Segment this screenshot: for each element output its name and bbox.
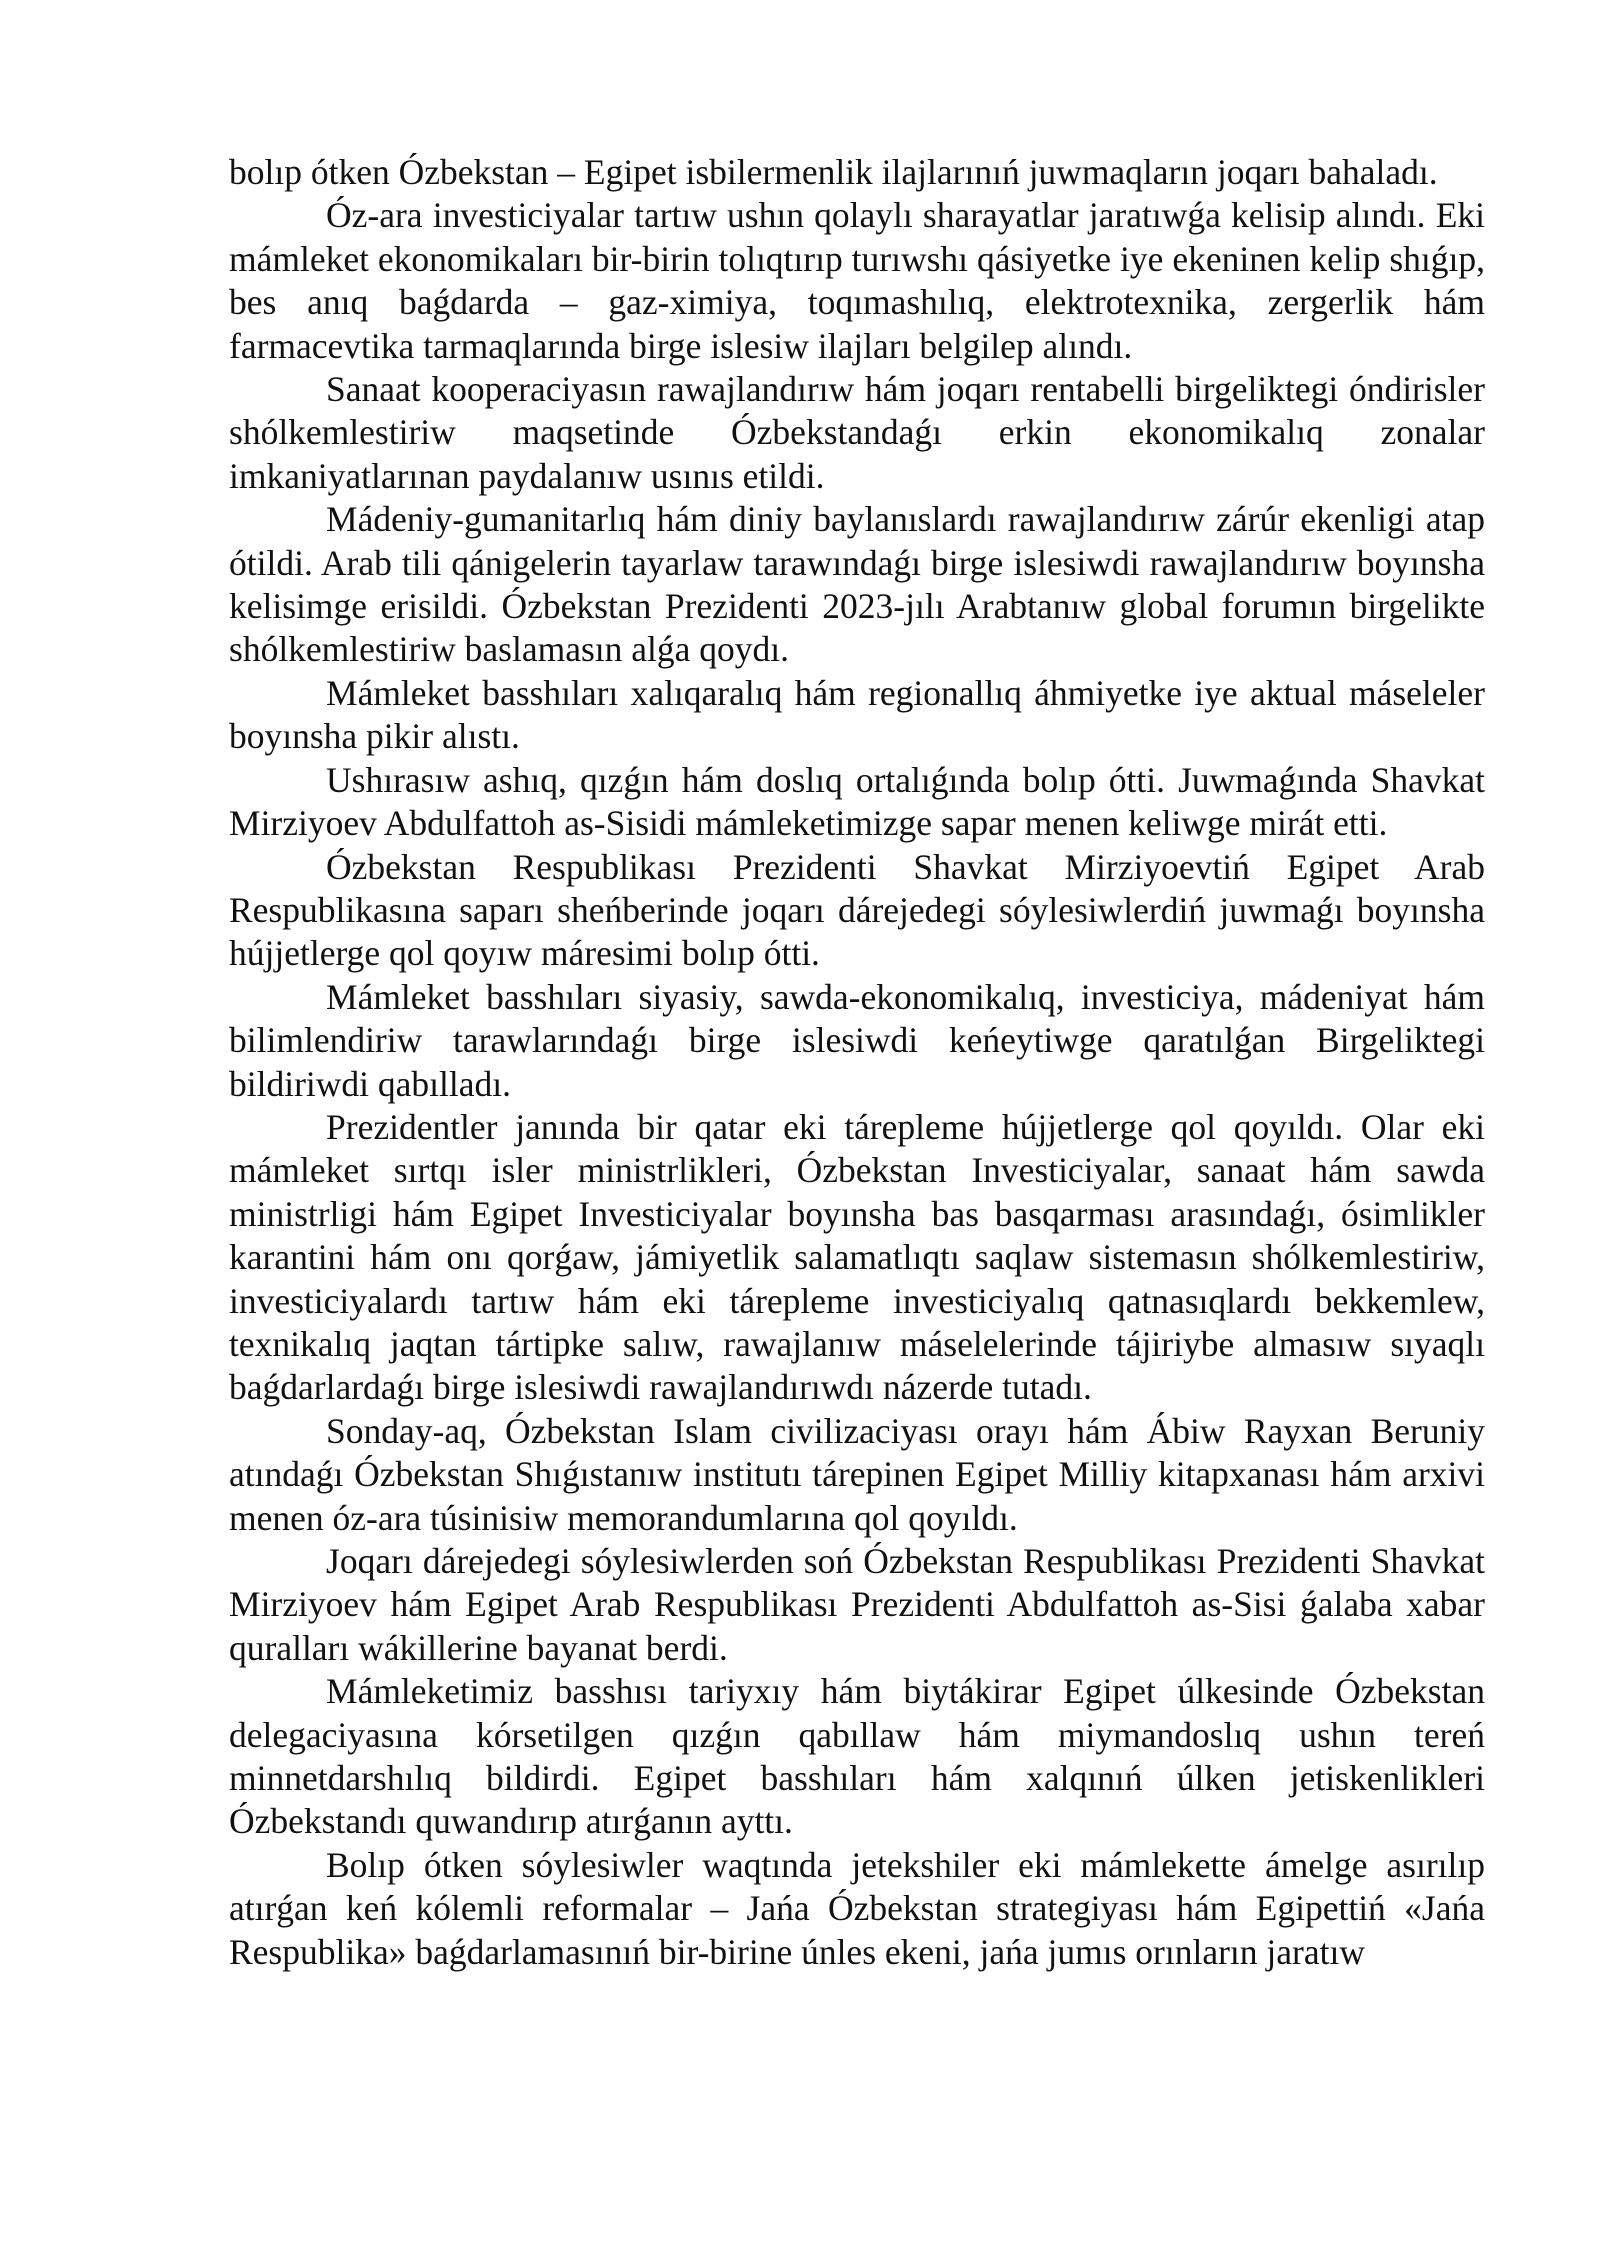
paragraph-signing-ceremony: Ózbekstan Respublikası Prezidenti Shavkat Mirziyoevtiń Egipet Arab Respublikasına saparı sheńberinde joqarı dárejedegi sóylesiwlerdiń juwmaǵı boyınsha hújjetlerge qol qoyıw máresimi bolıp ótti.: [229, 846, 1485, 974]
paragraph-memorandums: Sonday-aq, Ózbekstan Islam civilizaciyası orayı hám Ábiw Rayxan Beruniy atındaǵı Ózbekstan Shıǵıstanıw institutı tárepinen Egipet Milliy kitapxanası hám arxivi menen óz-ara túsinisiw memorandumlarına qol qoyıldı.: [229, 1410, 1485, 1538]
paragraph-continuation: bolıp ótken Ózbekstan – Egipet isbilermenlik ilajlarınıń juwmaqların joqarı bahaladı.: [229, 152, 1438, 192]
paragraph-press-statement: Joqarı dárejedegi sóylesiwlerden soń Ózbekstan Respublikası Prezidenti Shavkat Mirziyoev hám Egipet Arab Respublikası Prezidenti Abdulfattoh as-Sisi ǵalaba xabar quralları wákillerine bayanat berdi.: [229, 1541, 1485, 1668]
paragraph-bilateral-documents: Prezidentler janında bir qatar eki tárepleme hújjetlerge qol qoyıldı. Olar eki mámleket sırtqı isler ministrlikleri, Ózbekstan Investiciyalar, sanaat hám sawda ministrligi hám Egipet Investiciyalar boyınsha bas basqarması arasındaǵı, ósimlikler karantini hám onı qorǵaw, jámiyetlik salamatlıqtı saqlaw sistemasın shólkemlestiriw, investiciyalardı tartıw hám eki tárepleme investiciyalıq qatnasıqlardı bekkemlew, texnikalıq jaqtan tártipke salıw, rawajlanıw máselelerinde tájiriybe almasıw sıyaqlı baǵdarlardaǵı birge islesiwdi rawajlandırıwdı názerde tutadı.: [229, 1106, 1485, 1408]
paragraph-joint-statement: Mámleket basshıları siyasiy, sawda-ekonomikalıq, investiciya, mádeniyat hám bilimlendiriw tarawlarındaǵı birge islesiwdi keńeytiwge qaratılǵan Birgeliktegi bildiriwdi qabılladı.: [229, 976, 1485, 1104]
paragraph-investments: Óz-ara investiciyalar tartıw ushın qolaylı sharayatlar jaratıwǵa kelisip alındı. Eki mámleket ekonomikaları bir-birin tolıqtırıp turıwshı qásiyetke iye ekeninen kelip shıǵıp, bes anıq baǵdarda – gaz-ximiya, toqımashılıq, elektrotexnika, zergerlik hám farmacevtika tarmaqlarında birge islesiw ilajları belgilep alındı.: [229, 195, 1485, 366]
document-page: [229, 151, 1485, 1974]
paragraph-cultural-ties: Mádeniy-gumanitarlıq hám diniy baylanıslardı rawajlandırıw zárúr ekenligi atap ótildi. Arab tili qánigelerin tayarlaw tarawındaǵı birge islesiwdi rawajlandırıw boyınsha kelisimge erisildi. Ózbekstan Prezidenti 2023-jılı Arabtanıw global forumın birgelikte shólkemlestiriw baslamasın alǵa qoydı.: [229, 499, 1485, 670]
paragraph-industrial-cooperation: Sanaat kooperaciyasın rawajlandırıw hám joqarı rentabelli birgeliktegi óndirisler shólkemlestiriw maqsetinde Ózbekstandaǵı erkin ekonomikalıq zonalar imkaniyatlarınan paydalanıw usınıs etildi.: [229, 369, 1485, 496]
paragraph-gratitude: Mámleketimiz basshısı tariyxıy hám biytákirar Egipet úlkesinde Ózbekstan delegaciyasına kórsetilgen qızǵın qabıllaw hám miymandoslıq ushın tereń minnetdarshılıq bildirdi. Egipet basshıları hám xalqınıń úlken jetiskenlikleri Ózbekstandı quwandırıp atırǵanın ayttı.: [229, 1671, 1485, 1842]
paragraph-meeting-atmosphere: Ushırasıw ashıq, qızǵın hám doslıq ortalıǵında bolıp ótti. Juwmaǵında Shavkat Mirziyoev Abdulfattoh as-Sisidi mámleketimizge sapar menen keliwge mirát etti.: [229, 759, 1485, 844]
paragraph-reforms: Bolıp ótken sóylesiwler waqtında jetekshiler eki mámlekette ámelge asırılıp atırǵan keń kólemli reformalar – Jańa Ózbekstan strategiyası hám Egipettiń «Jańa Respublika» baǵdarlamasınıń bir-birine únles ekeni, jańa jumıs orınların jaratıw: [229, 1844, 1485, 1972]
paragraph-international-issues: Mámleket basshıları xalıqaralıq hám regionallıq áhmiyetke iye aktual máseleler boyınsha pikir alıstı.: [229, 672, 1485, 757]
